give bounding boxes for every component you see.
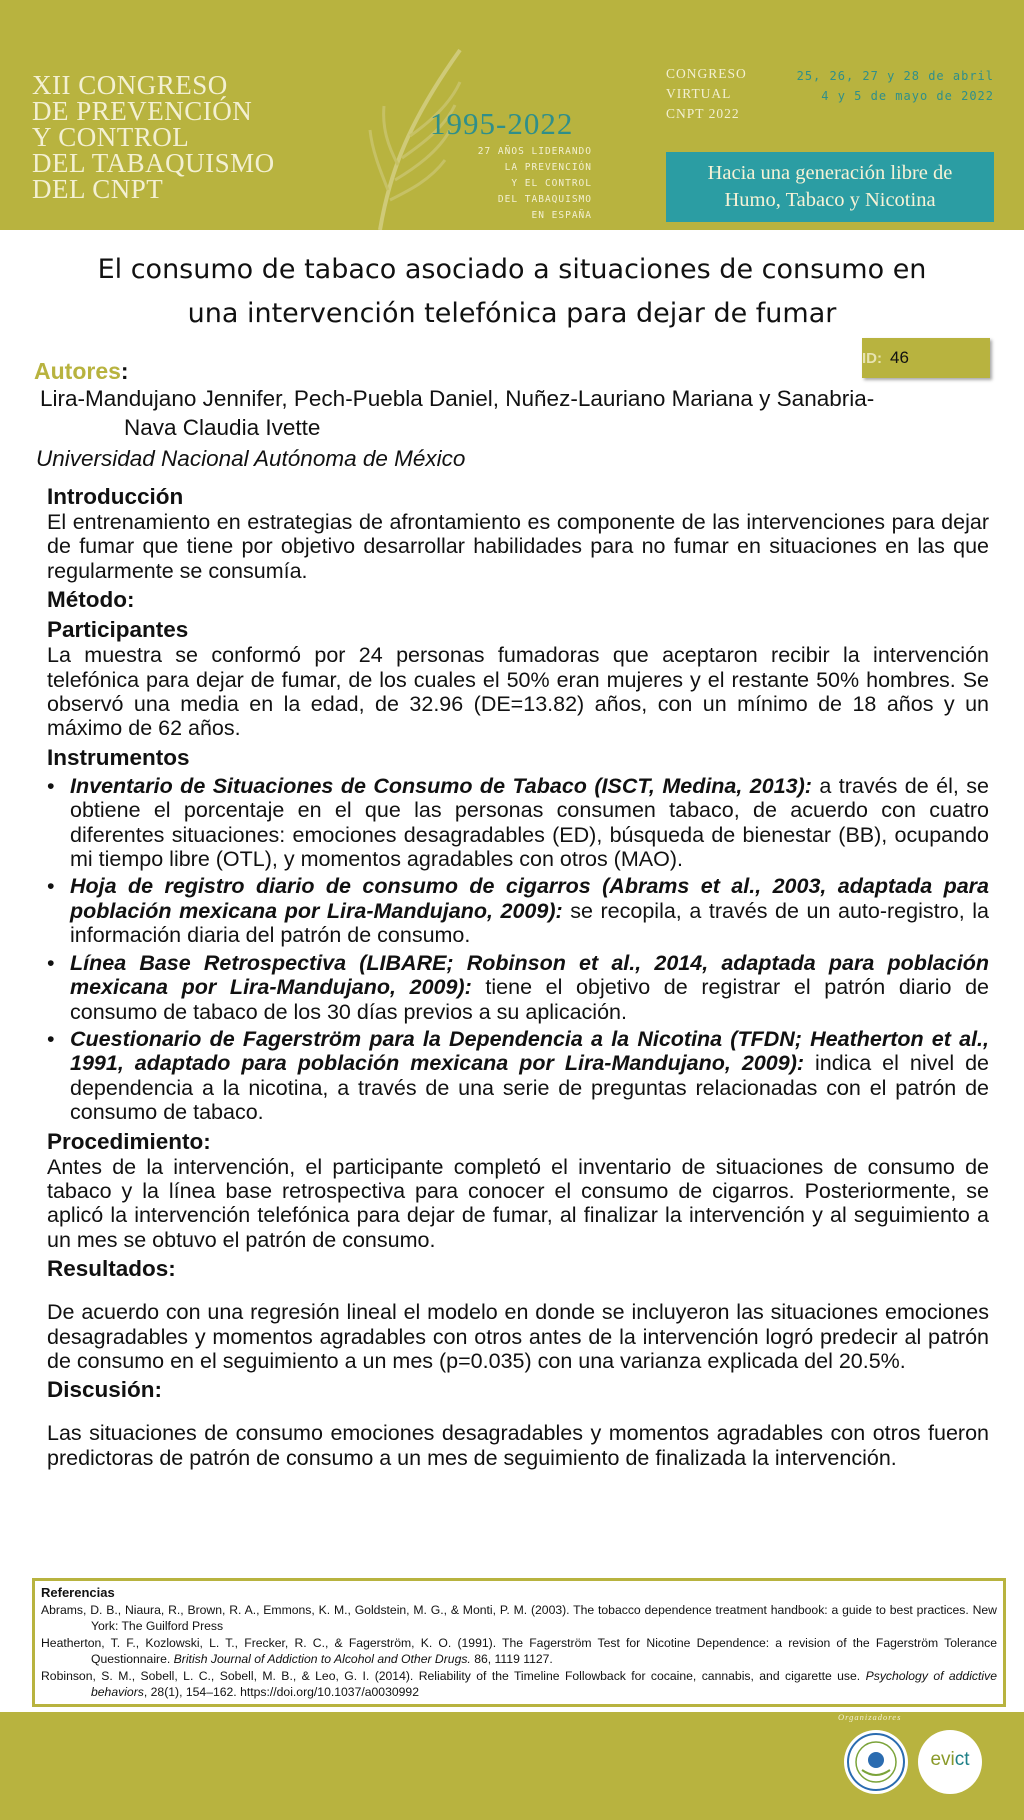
poster-body: [47, 484, 989, 1470]
congress-title-line: DE PREVENCIÓN: [32, 96, 253, 126]
intro-heading: Introducción: [47, 484, 184, 509]
instrument-title: Cuestionario de Fagerström para la Dependencia a la Nicotina (TFDN; Heatherton et al., 1991, adaptado para población mexicana por Lira-Mandujano, 2009):: [70, 1026, 989, 1076]
organizers-label: Organizadores: [838, 1712, 902, 1722]
anniversary-subtitle-line: 27 AÑOS LIDERANDO: [477, 146, 592, 157]
instrument-item: [47, 774, 989, 872]
congress-title-line: DEL CNPT: [32, 174, 164, 204]
virtual-congress-label: [666, 64, 747, 124]
poster-title-line: una intervención telefónica para dejar de fumar: [187, 298, 837, 329]
references-box: [32, 1578, 1006, 1707]
slogan-banner: [666, 152, 994, 222]
reference-text: Heatherton, T. F., Kozlowski, L. T., Frecker, R. C., & Fagerström, K. O. (1991). The Fagerström Test for Nicotine Dependence: a revision of the Fagerström Tolerance Questionnaire.: [41, 1635, 997, 1666]
instruments-list: [47, 774, 989, 1125]
anniversary-subtitle-line: EN ESPAÑA: [531, 210, 592, 221]
anniversary-subtitle-line: Y EL CONTROL: [511, 178, 592, 189]
authors-colon: :: [120, 358, 129, 384]
method-heading: Método:: [47, 587, 135, 613]
poster-title-line: El consumo de tabaco asociado a situaciones de consumo en: [97, 254, 927, 285]
instrument-item: [47, 951, 989, 1024]
id-value: 46: [890, 348, 909, 367]
reference-text: , 28(1), 154–162. https://doi.org/10.1037/a0030992: [143, 1685, 419, 1699]
intro-text: El entrenamiento en estrategias de afrontamiento es componente de las intervenciones para dejar de fumar que tiene por objetivo desarrollar habilidades para no fumar en situaciones en las que regularmente se consumía.: [47, 510, 989, 583]
reference-text: 86, 1119 1127.: [470, 1652, 553, 1666]
dates-line: 4 y 5 de mayo de 2022: [821, 89, 994, 103]
instrument-title: Línea Base Retrospectiva (LIBARE; Robinson et al., 2014, adaptada para población mexicana por Lira-Mandujano, 2009):: [70, 950, 989, 1000]
reference-text: Abrams, D. B., Niaura, R., Brown, R. A., Emmons, K. M., Goldstein, M. G., & Monti, P. M. (2003). The tobacco dependence treatment handbook: a guide to best practices. New York: The Guilford Press: [41, 1602, 997, 1633]
slogan-line: Humo, Tabaco y Nicotina: [724, 189, 936, 211]
instruments-heading: Instrumentos: [47, 744, 190, 770]
reference-item: [41, 1668, 997, 1701]
instrument-text: se recopila, a través de un auto-registro, la información diaria del patrón de consumo.: [70, 898, 989, 948]
poster-id-badge: [862, 338, 990, 378]
authors-line: Lira-Mandujano Jennifer, Pech-Puebla Daniel, Nuñez-Lauriano Mariana y Sanabria-: [40, 386, 875, 411]
congress-title: [32, 72, 275, 202]
instrument-title: Hoja de registro diario de consumo de cigarros (Abrams et al., 2003, adaptada para población mexicana por Lira-Mandujano, 2009):: [70, 874, 989, 923]
header-banner: [0, 0, 1024, 230]
congress-dates: [770, 66, 994, 106]
reference-journal: Psychology of addictive behaviors: [91, 1668, 997, 1699]
anniversary-subtitle: [440, 144, 592, 224]
poster-title: [30, 248, 994, 336]
evict-logo: [918, 1730, 982, 1794]
dates-line: 25, 26, 27 y 28 de abril: [796, 69, 994, 83]
virtual-label-line: VIRTUAL: [666, 86, 732, 101]
instrument-item: [47, 874, 989, 947]
reference-item: [41, 1602, 997, 1635]
instrument-text: indica el nivel de dependencia a la nicotina, a través de una serie de preguntas relacionadas con el patrón de consumo de tabaco.: [70, 1051, 989, 1125]
reference-item: [41, 1635, 997, 1668]
id-label: ID:: [862, 350, 882, 367]
anniversary-subtitle-line: DEL TABAQUISMO: [497, 194, 592, 205]
participants-text: La muestra se conformó por 24 personas fumadoras que aceptaron recibir la intervención telefónica para dejar de fumar, de los cuales el 50% eran mujeres y el restante 50% hombres. Se observó una media en la edad, de 32.96 (DE=13.82) años, con un mínimo de 18 años y un máximo de 62 años.: [47, 643, 989, 741]
virtual-label-line: CNPT 2022: [666, 106, 740, 121]
reference-journal: British Journal of Addiction to Alcohol and Other Drugs.: [173, 1652, 471, 1666]
virtual-label-line: CONGRESO: [666, 66, 747, 81]
procedure-text: Antes de la intervención, el participante completó el inventario de situaciones de consumo de tabaco y la línea base retrospectiva para conocer el consumo de cigarros. Posteriormente, se aplicó la intervención telefónica para dejar de fumar, al finalizar la intervención y al seguimiento a un mes se obtuvo el patrón de consumo.: [47, 1154, 989, 1252]
cnpt-seal-icon: [844, 1730, 908, 1794]
results-text: De acuerdo con una regresión lineal el modelo en donde se incluyeron las situaciones emociones desagradables y momentos agradables con otros antes de la intervención logró predecir al patrón de consumo en el seguimiento a un mes (p=0.035) con una varianza explicada del 20.5%.: [47, 1300, 989, 1373]
affiliation: Universidad Nacional Autónoma de México: [36, 446, 466, 471]
procedure-heading: Procedimiento:: [47, 1128, 211, 1154]
discussion-heading: Discusión:: [47, 1377, 163, 1403]
evict-wordmark-b: ct: [954, 1749, 970, 1770]
congress-title-line: XII CONGRESO: [32, 70, 228, 100]
authors-heading: [34, 358, 129, 385]
evict-wordmark-a: evi: [930, 1749, 955, 1770]
authors-list: [40, 384, 990, 442]
participants-heading: Participantes: [47, 617, 189, 643]
instrument-text: a través de él, se obtiene el porcentaje en el que las personas consumen tabaco, de acuerdo con cuatro diferentes situaciones: emociones desagradables (ED), búsqueda de bienestar (BB), ocupando mi tiempo libre (OTL), y momentos agradables con otros (MAO).: [70, 773, 989, 872]
discussion-text: Las situaciones de consumo emociones desagradables y momentos agradables con otros fueron predictoras de patrón de consumo a un mes de seguimiento de finalizada la intervención.: [47, 1421, 989, 1470]
cnpt-logo: [844, 1730, 908, 1794]
congress-title-line: Y CONTROL: [32, 122, 190, 152]
results-heading: Resultados:: [47, 1256, 176, 1282]
evict-wordmark: [918, 1749, 982, 1771]
reference-text: Robinson, S. M., Sobell, L. C., Sobell, M. B., & Leo, G. I. (2014). Reliability of the Timeline Followback for cocaine, cannabis, and cigarette use.: [41, 1668, 866, 1683]
instrument-item: [47, 1027, 989, 1125]
anniversary-subtitle-line: LA PREVENCIÓN: [504, 162, 592, 173]
anniversary-years: 1995-2022: [430, 106, 574, 141]
authors-label: Autores: [34, 358, 121, 384]
instrument-text: tiene el objetivo de registrar el patrón diario de consumo de tabaco de los 30 días previos a su aplicación.: [70, 975, 989, 1024]
references-title: Referencias: [41, 1585, 115, 1600]
slogan-line: Hacia una generación libre de: [707, 162, 953, 184]
authors-line: Nava Claudia Ivette: [124, 415, 321, 440]
congress-title-line: DEL TABAQUISMO: [32, 148, 275, 178]
instrument-title: Inventario de Situaciones de Consumo de Tabaco (ISCT, Medina, 2013):: [70, 773, 812, 798]
